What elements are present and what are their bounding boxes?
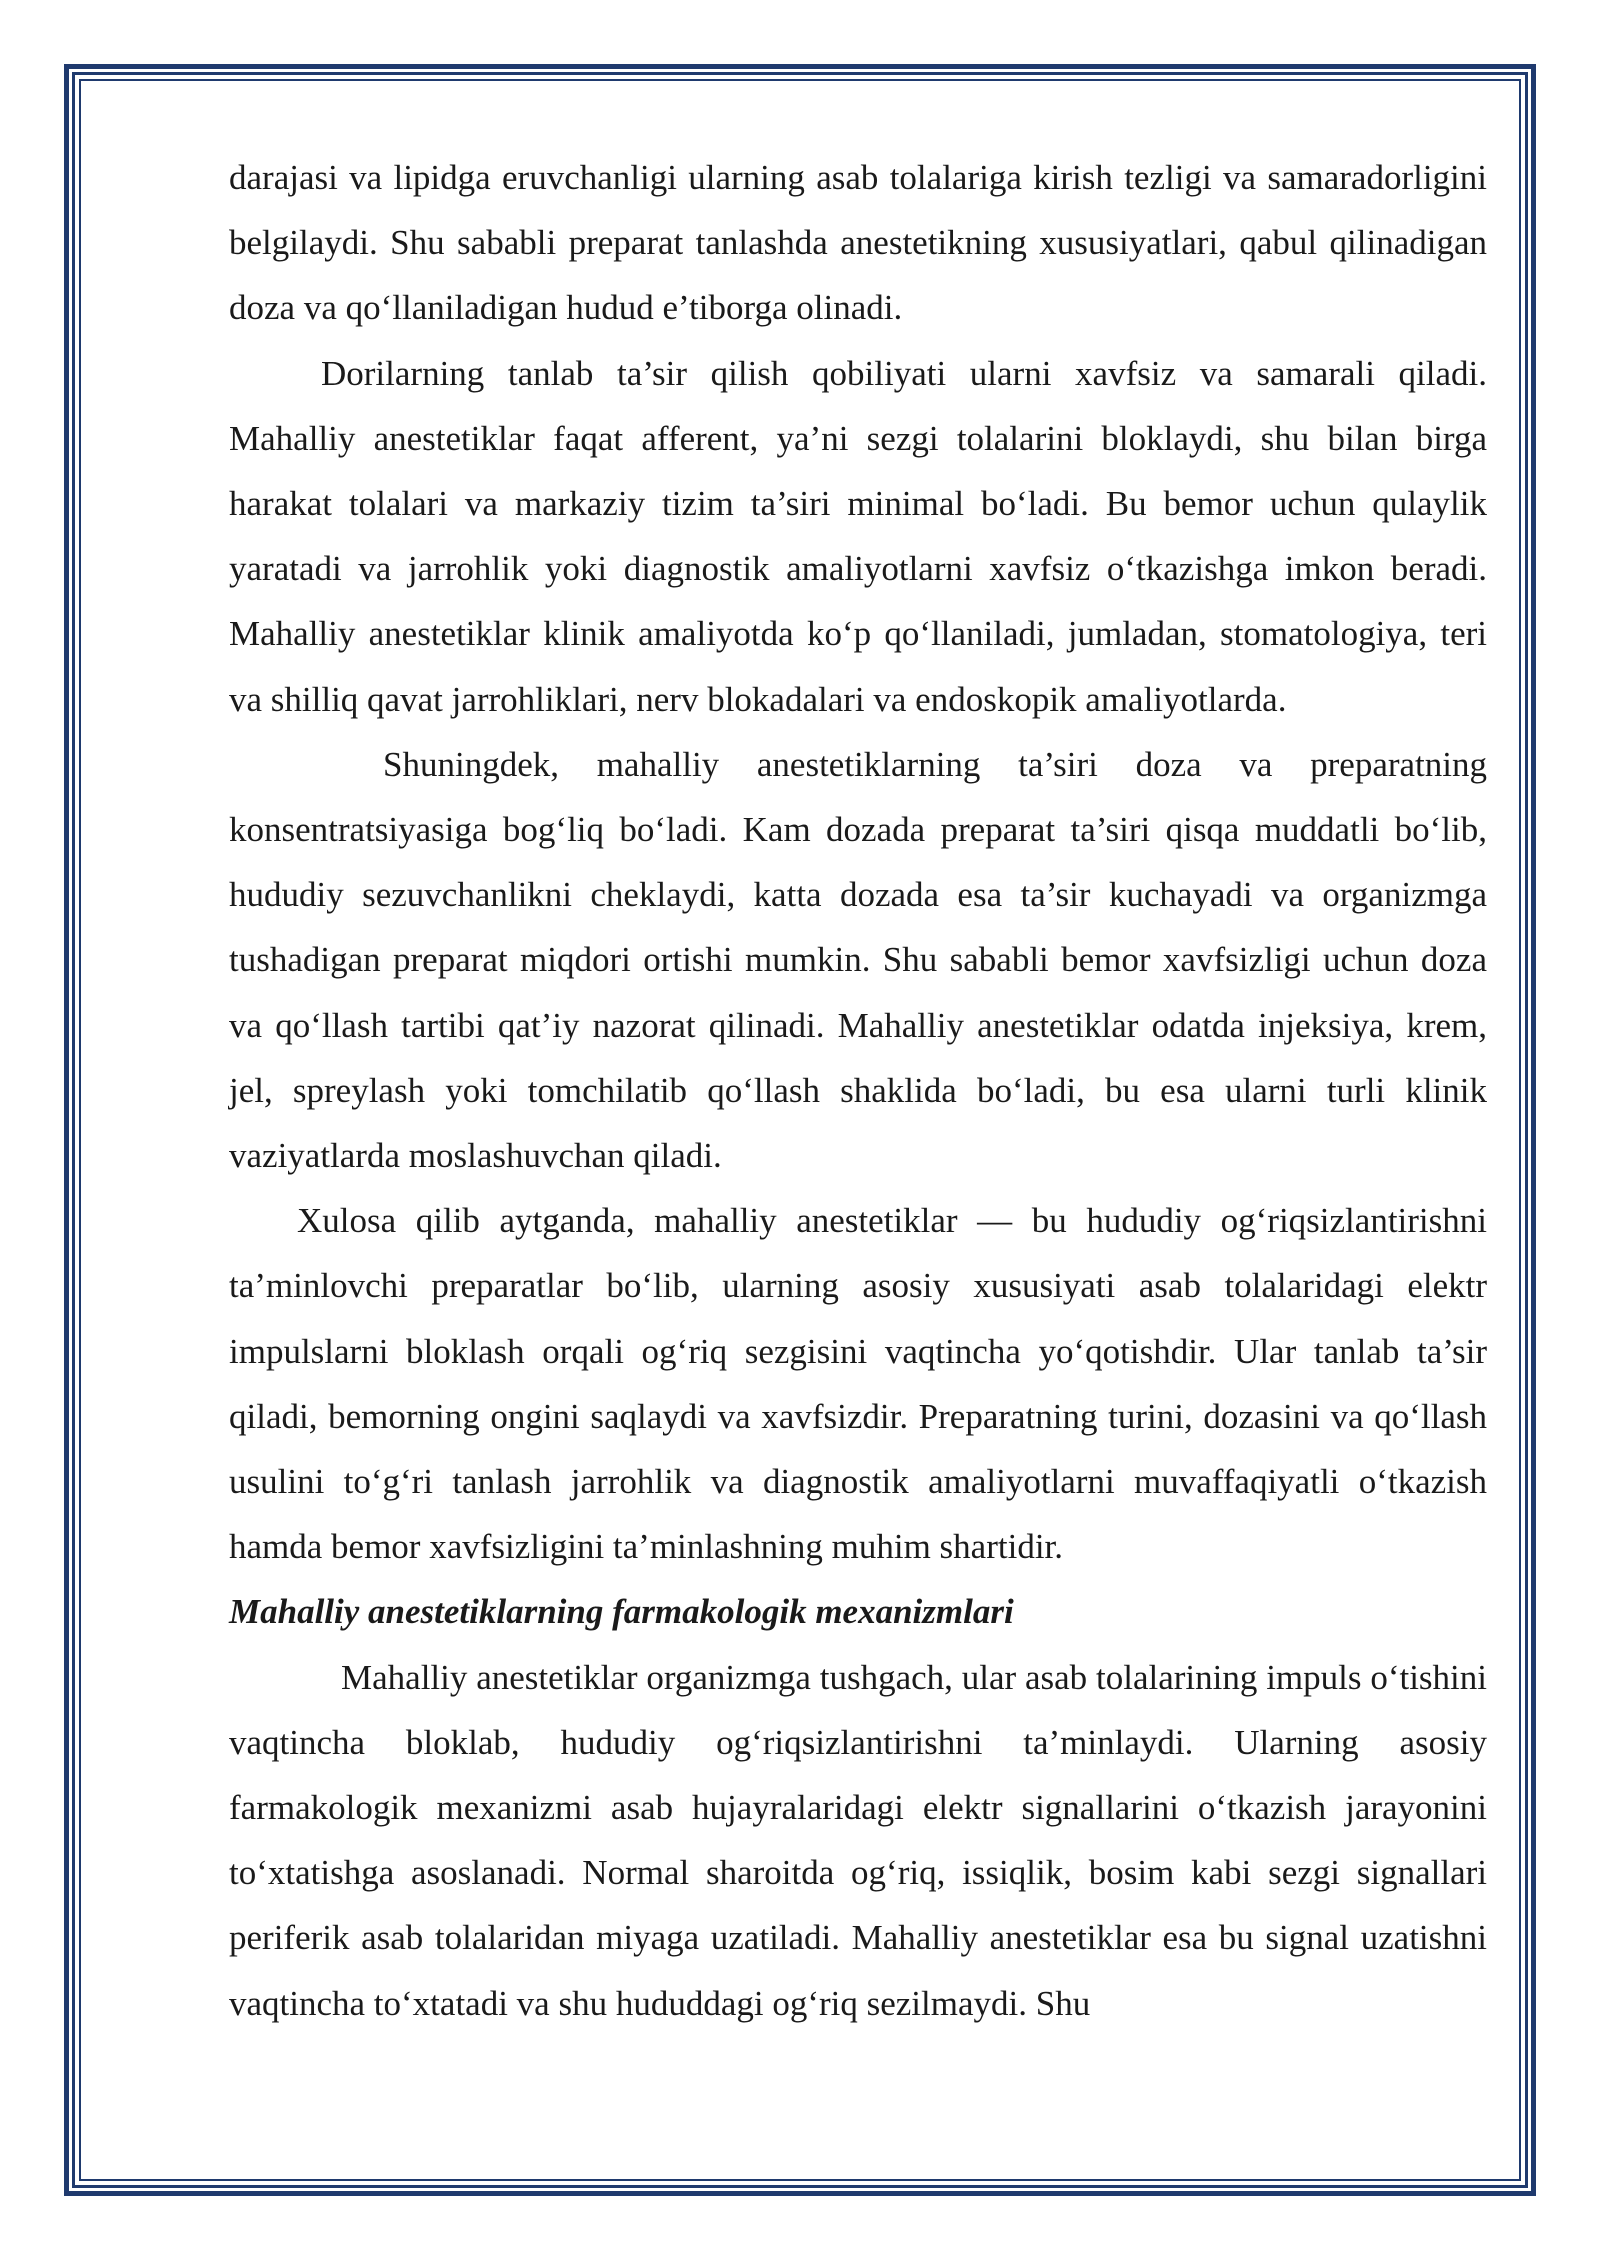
document-body [229, 145, 1487, 2036]
section-heading: Mahalliy anestetiklarning farmakologik mexanizmlari [229, 1592, 1014, 1632]
paragraph-conclusion: Xulosa qilib aytganda, mahalliy anestetiklar — bu hududiy og‘riqsizlantirishni ta’minlovchi preparatlar bo‘lib, ularning asosiy xususiyati asab tolalaridagi elektr impulslarni bloklash orqali og‘riq sezgisini vaqtincha yo‘qotishdir. Ular tanlab ta’sir qiladi, bemorning ongini saqlaydi va xavfsizdir. Preparatning turini, dozasini va qo‘llash usulini to‘g‘ri tanlash jarrohlik va diagnostik amaliyotlarni muvaffaqiyatli o‘tkazish hamda bemor xavfsizligini ta’minlashning muhim shartidir. [229, 1201, 1487, 1567]
paragraph-dose-dependence: Shuningdek, mahalliy anestetiklarning ta’siri doza va preparatning konsentratsiyasiga bog‘liq bo‘ladi. Kam dozada preparat ta’siri qisqa muddatli bo‘lib, hududiy sezuvchanlikni cheklaydi, katta dozada esa ta’sir kuchayadi va organizmga tushadigan preparat miqdori ortishi mumkin. Shu sababli bemor xavfsizligi uchun doza va qo‘llash tartibi qat’iy nazorat qilinadi. Mahalliy anestetiklar odatda injeksiya, krem, jel, spreylash yoki tomchilatib qo‘llash shaklida bo‘ladi, bu esa ularni turli klinik vaziyatlarda moslashuvchan qiladi. [229, 744, 1487, 1176]
paragraph-selectivity: Dorilarning tanlab ta’sir qilish qobiliyati ularni xavfsiz va samarali qiladi. Mahalliy anestetiklar faqat afferent, ya’ni sezgi tolalarini bloklaydi, shu bilan birga harakat tolalari va markaziy tizim ta’siri minimal bo‘ladi. Bu bemor uchun qulaylik yaratadi va jarrohlik yoki diagnostik amaliyotlarni xavfsiz o‘tkazishga imkon beradi. Mahalliy anestetiklar klinik amaliyotda ko‘p qo‘llaniladi, jumladan, stomatologiya, teri va shilliq qavat jarrohliklari, nerv blokadalari va endoskopik amaliyotlarda. [229, 353, 1487, 719]
paragraph-mechanism: Mahalliy anestetiklar organizmga tushgach, ular asab tolalarining impuls o‘tishini vaqtincha bloklab, hududiy og‘riqsizlantirishni ta’minlaydi. Ularning asosiy farmakologik mexanizmi asab hujayralaridagi elektr signallarini o‘tkazish jarayonini to‘xtatishga asoslanadi. Normal sharoitda og‘riq, issiqlik, bosim kabi sezgi signallari periferik asab tolalaridan miyaga uzatiladi. Mahalliy anestetiklar esa bu signal uzatishni vaqtincha to‘xtatadi va shu hududdagi og‘riq sezilmaydi. Shu [229, 1657, 1487, 2023]
paragraph-continuation: darajasi va lipidga eruvchanligi ularning asab tolalariga kirish tezligi va samaradorligini belgilaydi. Shu sababli preparat tanlashda anestetikning xususiyatlari, qabul qilinadigan doza va qo‘llaniladigan hudud e’tiborga olinadi. [229, 158, 1487, 328]
